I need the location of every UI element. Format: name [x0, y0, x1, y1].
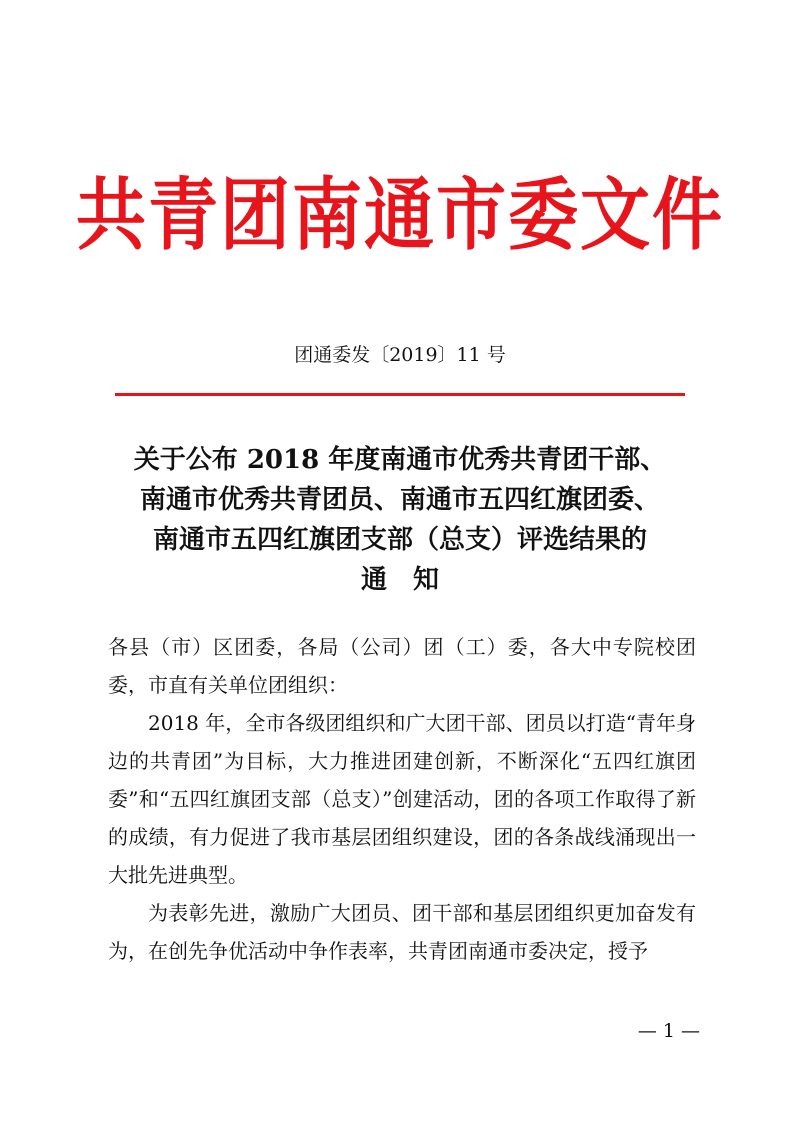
document-header-title: 共青团南通市委文件 — [76, 168, 724, 261]
title-line: 关于公布 2018 年度南通市优秀共青团干部、 — [133, 445, 667, 475]
red-separator-line — [115, 393, 685, 396]
title-line: 南通市五四红旗团支部（总支）评选结果的 — [152, 525, 647, 555]
document-title — [60, 440, 740, 600]
body-paragraph: 为表彰先进，激励广大团员、团干部和基层团组织更加奋发有为，在创先争优活动中争作表率，共青团南通市委决定，授予 — [108, 901, 696, 963]
document-body — [108, 628, 696, 970]
title-line: 南通市优秀共青团员、南通市五四红旗团委、 — [139, 485, 660, 515]
body-paragraph: 2018 年，全市各级团组织和广大团干部、团员以打造“青年身边的共青团”为目标，大力推进团建创新，不断深化“五四红旗团委”和“五四红旗团支部（总支）”创建活动，团的各项工作取得了新的成绩，有力促进了我市基层团组织建设，团的各条战线涌现出一大批先进典型。 — [108, 711, 696, 887]
title-line: 通 知 — [360, 565, 439, 595]
document-number: 团通委发〔2019〕11 号 — [294, 344, 506, 366]
page-number: — 1 — — [637, 1020, 700, 1042]
salutation-paragraph: 各县（市）区团委，各局（公司）团（工）委，各大中专院校团委，市直有关单位团组织： — [108, 635, 696, 697]
